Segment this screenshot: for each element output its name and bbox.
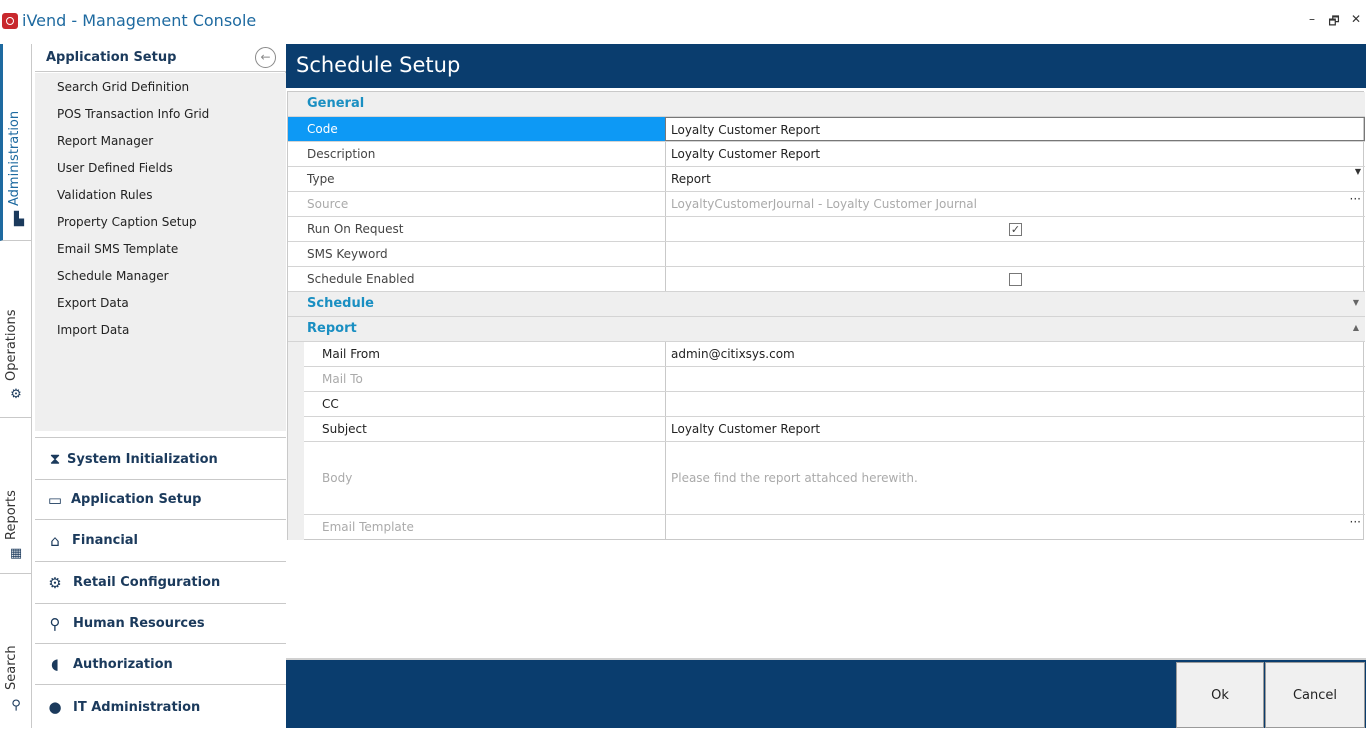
main-header — [286, 44, 1366, 88]
row-email-template-label: Email Template — [322, 520, 414, 534]
vertical-tab-bar — [0, 44, 32, 728]
console-icon: ▭ — [47, 491, 63, 509]
row-description[interactable] — [288, 142, 1365, 167]
chevron-down-icon[interactable]: ▼ — [1352, 298, 1359, 307]
schedule-enabled-cell — [665, 267, 1365, 291]
group-system-initialization[interactable] — [35, 437, 286, 479]
row-run-on-request-label: Run On Request — [307, 222, 404, 236]
bank-icon: ⌂ — [50, 532, 60, 550]
tab-operations[interactable] — [0, 241, 32, 418]
group-label: Retail Configuration — [73, 575, 221, 590]
admin-icon: ▙ — [14, 212, 24, 227]
type-select[interactable]: Report — [665, 167, 1365, 191]
user-icon: ● — [48, 698, 62, 716]
report-indent-gutter — [288, 342, 304, 540]
email-template-browse-button[interactable]: ··· — [1349, 515, 1361, 529]
chevron-down-icon[interactable]: ▼ — [1354, 167, 1361, 176]
window-controls — [1306, 12, 1362, 33]
row-source-label: Source — [307, 197, 349, 211]
nav-item-schedule-manager[interactable]: Schedule Manager — [57, 269, 169, 283]
group-human-resources[interactable] — [35, 603, 286, 643]
mail-from-input[interactable]: admin@citixsys.com — [665, 342, 1365, 366]
category-schedule[interactable] — [288, 292, 1365, 317]
category-schedule-label: Schedule — [307, 296, 374, 311]
row-mail-from[interactable] — [304, 342, 1365, 367]
tab-operations-label: Operations — [4, 309, 19, 381]
nav-item-validation-rules[interactable]: Validation Rules — [57, 188, 153, 202]
tab-search[interactable] — [0, 574, 32, 728]
page-title: Schedule Setup — [296, 53, 461, 77]
app-logo-icon — [2, 13, 18, 29]
close-icon[interactable]: ✕ — [1350, 12, 1362, 26]
cc-input[interactable] — [665, 392, 1365, 416]
nav-item-email-sms-template[interactable]: Email SMS Template — [57, 242, 179, 256]
group-label: Human Resources — [73, 616, 205, 631]
nav-item-list — [35, 73, 286, 431]
gears-icon: ⚙ — [48, 574, 62, 592]
tab-search-label: Search — [4, 645, 19, 690]
body-textarea[interactable]: Please find the report attahced herewith. — [665, 442, 1365, 514]
category-report-label: Report — [307, 321, 357, 336]
group-label: Financial — [72, 533, 139, 548]
nav-item-export-data[interactable]: Export Data — [57, 296, 129, 310]
row-source[interactable] — [288, 192, 1365, 217]
row-mail-from-label: Mail From — [322, 347, 380, 361]
group-label: Application Setup — [71, 492, 202, 507]
group-it-administration[interactable] — [35, 684, 286, 728]
minimize-icon[interactable]: – — [1309, 12, 1315, 26]
row-code[interactable] — [288, 117, 1365, 142]
row-type-label: Type — [307, 172, 335, 186]
category-general-label: General — [307, 96, 365, 111]
title-bar — [0, 0, 1366, 44]
schedule-enabled-checkbox[interactable] — [1009, 273, 1022, 286]
source-browse-button[interactable]: ··· — [1349, 192, 1361, 206]
nav-item-property-caption-setup[interactable]: Property Caption Setup — [57, 215, 197, 229]
row-body[interactable] — [304, 442, 1365, 515]
row-subject[interactable] — [304, 417, 1365, 442]
restore-icon[interactable]: 🗗 — [1328, 14, 1340, 28]
row-email-template[interactable] — [304, 515, 1365, 540]
footer-bar — [286, 658, 1366, 728]
row-body-label: Body — [322, 471, 353, 485]
chevron-up-icon[interactable]: ▲ — [1352, 323, 1359, 332]
nav-item-import-data[interactable]: Import Data — [57, 323, 130, 337]
nav-item-pos-transaction-info-grid[interactable]: POS Transaction Info Grid — [57, 107, 210, 121]
tab-administration[interactable] — [0, 44, 32, 241]
category-general[interactable] — [288, 92, 1365, 117]
people-search-icon: ⚲ — [49, 615, 61, 633]
row-subject-label: Subject — [322, 422, 367, 436]
property-grid — [287, 91, 1364, 540]
ok-button[interactable]: Ok — [1176, 662, 1264, 728]
hourglass-icon: ⧗ — [49, 450, 61, 468]
navigation-panel — [35, 44, 286, 728]
run-on-request-cell — [665, 217, 1365, 241]
row-type[interactable] — [288, 167, 1365, 192]
category-report[interactable] — [288, 317, 1365, 342]
group-financial[interactable] — [35, 519, 286, 561]
report-icon: ▦ — [9, 546, 23, 561]
row-mail-to-label: Mail To — [322, 372, 363, 386]
nav-item-search-grid-definition[interactable]: Search Grid Definition — [57, 80, 190, 94]
email-template-input[interactable] — [665, 515, 1365, 539]
nav-header-title: Application Setup — [46, 50, 177, 65]
row-description-label: Description — [307, 147, 376, 161]
row-cc[interactable] — [304, 392, 1365, 417]
nav-item-user-defined-fields[interactable]: User Defined Fields — [57, 161, 173, 175]
group-application-setup[interactable] — [35, 479, 286, 519]
tab-reports-label: Reports — [4, 490, 19, 540]
row-sms-keyword-label: SMS Keyword — [307, 247, 388, 261]
description-input[interactable]: Loyalty Customer Report — [665, 142, 1365, 166]
row-mail-to[interactable] — [304, 367, 1365, 392]
run-on-request-checkbox[interactable]: ✓ — [1010, 223, 1021, 236]
gear-icon: ⚙ — [10, 387, 22, 402]
cancel-button[interactable]: Cancel — [1265, 662, 1365, 728]
row-run-on-request[interactable] — [288, 217, 1365, 242]
nav-item-report-manager[interactable]: Report Manager — [57, 134, 154, 148]
row-code-label: Code — [288, 117, 665, 141]
row-sms-keyword[interactable] — [288, 242, 1365, 267]
nav-header — [35, 44, 286, 72]
subject-input[interactable]: Loyalty Customer Report — [665, 417, 1365, 441]
sms-keyword-input[interactable] — [665, 242, 1365, 266]
group-label: IT Administration — [73, 700, 201, 715]
source-input: LoyaltyCustomerJournal - Loyalty Customer Journal — [665, 192, 1365, 216]
collapse-back-icon[interactable]: ← — [255, 47, 276, 68]
code-input[interactable]: Loyalty Customer Report — [665, 117, 1365, 141]
group-retail-configuration[interactable] — [35, 561, 286, 603]
mail-to-input[interactable] — [665, 367, 1365, 391]
search-icon: ⚲ — [11, 698, 21, 713]
group-label: System Initialization — [67, 452, 218, 467]
window-title: iVend - Management Console — [22, 11, 257, 30]
row-cc-label: CC — [322, 397, 339, 411]
row-schedule-enabled[interactable] — [288, 267, 1365, 292]
row-schedule-enabled-label: Schedule Enabled — [307, 272, 415, 286]
group-authorization[interactable] — [35, 643, 286, 684]
group-label: Authorization — [73, 657, 173, 672]
shield-icon: ◖ — [51, 655, 59, 673]
tab-administration-label: Administration — [7, 110, 22, 206]
tab-reports[interactable] — [0, 418, 32, 574]
